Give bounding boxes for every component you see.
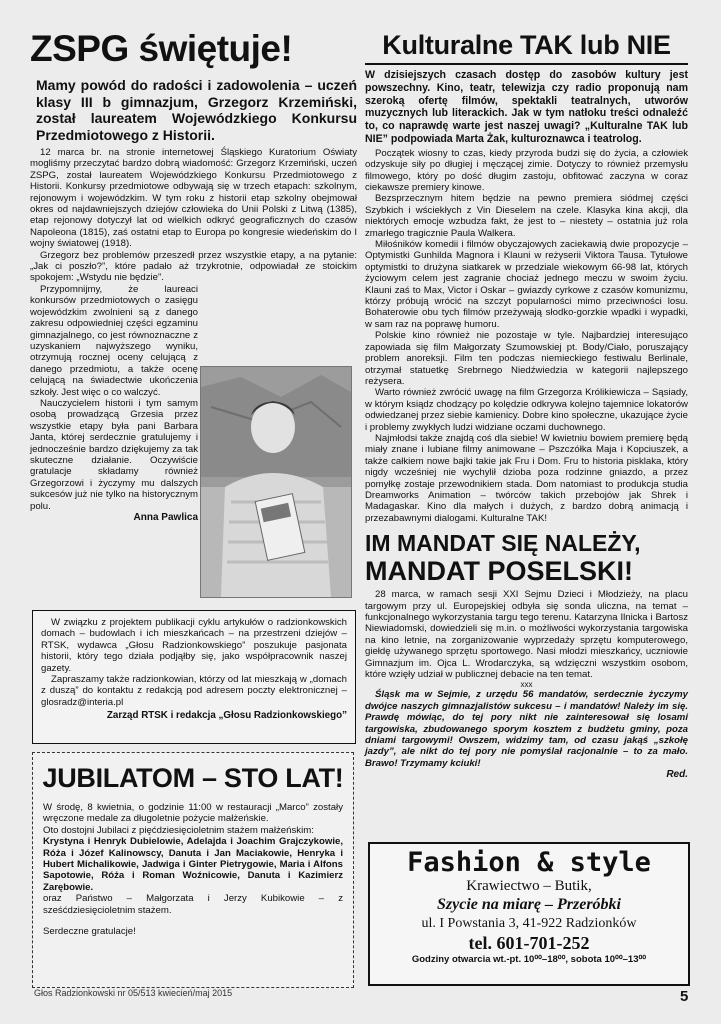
article-title-kulturalne: Kulturalne TAK lub NIE [365, 30, 688, 65]
fashion-ad [368, 842, 690, 986]
rtsk-notice-box [32, 610, 356, 744]
student-photo-illustration [201, 367, 351, 597]
paragraph: 12 marca br. na stronie internetowej Śląskiego Kuratorium Oświaty mogliśmy przeczytać bardzo dobrą wiadomość: Grzegorz Krzemiński, uczeń ZSPG, został laureatem Wojewódzkiego Konkursu Przedmiotowego z Historii. Konkursy przedmiotowe odbywają się w trzech etapach: szkolnym, rejonowym i wojewódzkim. W tym roku z historii etap szkolny obejmował okres od najdawniejszych dziejów człowieka do Unii Polski z Litwą (1385), etap rejonowy dotyczył lat od wielkich odkryć geograficznych do czasów Napoleona (1815), zaś ostatni etap to Europa po kongresie wiedeńskim do I wojny światowej (1918). [30, 147, 357, 250]
rtsk-text-contact: Zapraszamy także radzionkowian, którzy od lat mieszkają w „domach z duszą” do kontaktu z redakcją pod adresem poczty elektronicznej – glosradz@interia.pl [41, 674, 347, 708]
mandat-title-line2: MANDAT POSELSKI! [365, 556, 633, 587]
student-photo [200, 366, 352, 598]
jubilatom-also: oraz Państwo – Małgorzata i Jerzy Kubikowie – z sześćdziesięcioletnim stażem. [43, 893, 343, 916]
ad-address: ul. I Powstania 3, 41-922 Radzionków [421, 916, 637, 931]
article-lead-zspg: Mamy powód do radości i zadowolenia – uczeń klasy III b gimnazjum, Grzegorz Krzemiński, został laureatem Wojewódzkiego Konkursu Przedmiotowego z Historii. [36, 77, 357, 143]
jubilatom-box [32, 752, 354, 988]
jubilatom-closing: Serdeczne gratulacje! [43, 926, 136, 938]
paragraph: Warto również zwrócić uwagę na film Grzegorza Królikiewicza – Sąsiady, w którym ksiądz chodzący po kolędzie odkrywa kolejno tajemnice lokatorów odwiedzanej przez siebie kamienicy. Dobre kino społeczne, ukazujące życie i problemy zwykłych ludzi widziane oczami duchownego. [365, 387, 688, 433]
jubilatom-title: JUBILATOM – STO LAT! [42, 763, 344, 793]
page-number: 5 [680, 988, 689, 1005]
ad-phone: tel. 601-701-252 [468, 933, 590, 953]
ad-title: Fashion & style [407, 847, 651, 878]
ad-hours: Godziny otwarcia wt.-pt. 10⁰⁰–18⁰⁰, sobota 10⁰⁰–13⁰⁰ [411, 954, 647, 965]
article-title-zspg: ZSPG świętuje! [30, 28, 293, 69]
paragraph: Początek wiosny to czas, kiedy przyroda budzi się do życia, a człowiek odzyskuje siły po długiej i męczącej zimie. Dotyczy to również przemysłu filmowego, który po dość długim zastoju, obfitować zaczyna w coraz ciekawsze premiery kinowe. [365, 147, 688, 193]
author-signature: Anna Pawlica [133, 512, 198, 523]
paragraph: Polskie kino również nie pozostaje w tyle. Najbardziej interesująco zapowiada się film Małgorzaty Szumowskiej pt. Body/Ciało, poruszający problem anoreksji. Film ten podczas niemieckiego festiwalu Berlinale, otrzymał statuetkę Srebrnego Niedźwiedzia w kategorii najlepszego reżysera. [365, 330, 688, 387]
paragraph: Nauczycielem historii i tym samym osobą prowadzącą Grzesia przez wszystkie etapy była pani Barbara Janta, której serdecznie gratulujemy i jednocześnie bardzo dziękujemy za tak skuteczne działanie. Oczywiście gratulacje składamy również Grzegorzowi i życzymy mu dalszych sukcesów już nie tylko na historycznym polu. [30, 397, 198, 512]
ad-tagline: Szycie na miarę – Przeróbki [437, 896, 621, 913]
paragraph: Miłośników komedii i filmów obyczajowych zaciekawią dwie propozycje – Optymistki Gunhilda Magnora i Klauni w reżyserii Viktora Tausa. Tytułowe optymistki to drużyna siatkarek w przedziale wiekowym 66-98 lat, których życiowym celem jest zagranie chociaż jednego meczu w swoim życiu. Klauni zaś to Max, Victor i Oskar – gwiazdy cyrkowe z czasów komunizmu, którzy próbują wrócić na szczyt popularności mimo przeciwności losu. Bohaterowie obu tych filmów przeżywają słodko-gorzkie wpadki i wypadki, w sam raz na poprawę humoru. [365, 239, 688, 330]
mandat-text: 28 marca, w ramach sesji XXI Sejmu Dzieci i Młodzieży, na placu targowym przy ul. Europejskiej odbyła się sonda uliczna, na temat – funkcjonalnego wykorzystania targu tego terenu. Katarzyna Ilnicka i Bartosz Niewiadomski, dowiedzieli się m.in. o możliwości wykorzystania targowiska na kino letnie, na zorganizowanie wyprzedaży sprzętu komputerowego, giełdę używanego sprzętu sportowego. Nasi młodzi mieszkańcy, uczniowie Gimnazjum im. Ojca L. Wrodarczyka, są wdzięczni wszystkim osobom, które wzięły udział w publicznej debacie na ten temat. [365, 589, 688, 681]
paragraph: Grzegorz bez problemów przeszedł przez wszystkie etapy, a na pytanie: „Jak ci poszło?”, które padało aż trzykrotnie, odpowiadał ze stoickim spokojem: „Wstydu nie będzie”. [30, 249, 357, 284]
footer-text: Głos Radzionkowski nr 05/513 kwiecień/maj 2015 [34, 988, 233, 998]
mandat-signature: Red. [666, 769, 688, 781]
rtsk-signature: Zarząd RTSK i redakcja „Głosu Radzionkowskiego” [106, 710, 347, 722]
paragraph: Najmłodsi także znajdą coś dla siebie! W kwietniu bowiem premierę będą miały znane i lubiane filmy animowane – Pszczółka Maja i Kopciuszek, a także całkiem nowe bajki takie jak Fru i Dom. Fru to historia pisklaka, który nigdy wcześniej nie wychylił dzioba poza rodzinne gniazdo, a przez pomyłkę zostaje przewodnikiem stada. Dom natomiast to produkcja studia Dreamworks Animation – twórców takich przebojów jak Shrek i Madagaskar. Kino dla małych i dużych, z bardzo dobrą animacją i przezabawnymi dialogami. Kulturalne TAK! [365, 432, 688, 524]
ad-subtitle: Krawiectwo – Butik, [466, 878, 592, 894]
mandat-title-line1: IM MANDAT SIĘ NALEŻY, [365, 530, 641, 557]
article-lead-kulturalne: W dzisiejszych czasach dostęp do zasobów kultury jest powszechny. Kino, teatr, telewizja czy radio proponują nam szeroką ofertę filmów, spektakli teatralnych, utworów muzycznych lub literackich. Jak w tym natłoku treści odnaleźć to, co naprawdę warte jest naszej uwagi? „Kulturalne TAK lub NIE” podpowiada Marta Żak, kulturoznawca i teatrolog. [365, 69, 688, 145]
paragraph: Przypomnijmy, że laureaci konkursów przedmiotowych o zasięgu wojewódzkim zwolnieni są z danego zakresu odpowiedniej części egzaminu gimnazjalnego, co jest równoznaczne z uzyskaniem najwyższego wyniku, otrzymują rocznej oceny celującą z danego przedmiotu, a także ocenę celującą na świadectwie ukończenia szkoły. Jest więc o co walczyć. [30, 283, 198, 398]
mandat-closing: Śląsk ma w Sejmie, z urzędu 56 mandatów, serdecznie życzymy dwójce naszych gimnazjalistów sukcesu – i mandatów! Należy im się. Prawdę mówiąc, do tej pory nikt nie zainteresował się losami targowiska, zbudowanego sporym kosztem z budżetu gminy, poza dniami targowymi! Owszem, widzimy tam, od czasu jakąś „szkołę jazdy”, ale nikt do tej pory nie pomyślał racjonalnie – to za mało. Brawo! Trzymamy kciuki! [365, 689, 688, 769]
jubilatom-intro: W środę, 8 kwietnia, o godzinie 11:00 w restauracji „Marco” zostały wręczone medale za długoletnie pożycie małżeńskie. [43, 802, 343, 825]
paragraph: Bezsprzecznym hitem będzie na pewno premiera siódmej części Szybkich i wściekłych z Vin Dieselem na czele. Klasyka kina akcji, dla niektórych emocje wzbudza fakt, że jest to – niestety – ostatnia już rola zmarłego tragicznie Paula Walkera. [365, 193, 688, 239]
rtsk-text: W związku z projektem publikacji cyklu artykułów o radzionkowskich domach – budowlach i ich mieszkańcach – na przestrzeni dziejów – RTSK, wydawca „Głosu Radzionkowskiego” poszukuje pasjonata historii, który tego działa podjąłby się, jako współpracownik naszej gazety. [41, 617, 347, 674]
jubilatom-intro2: Oto dostojni Jubilaci z pięćdziesięcioletnim stażem małżeńskim: [43, 824, 314, 836]
mandat-separator: xxx [520, 680, 533, 690]
jubilatom-names: Krystyna i Henryk Dubielowie, Adelajda i Joachim Grajczykowie, Róża i Józef Kalinowscy, Danuta i Jan Maciakowie, Henryka i Hubert Michalikowie, Jadwiga i Ginter Pietrygowie, Maria i Alfons Sapotowie, Róża i Roman Woźnicowie, Danuta i Kazimierz Zarębowie. [43, 836, 343, 893]
right-column [365, 30, 688, 780]
